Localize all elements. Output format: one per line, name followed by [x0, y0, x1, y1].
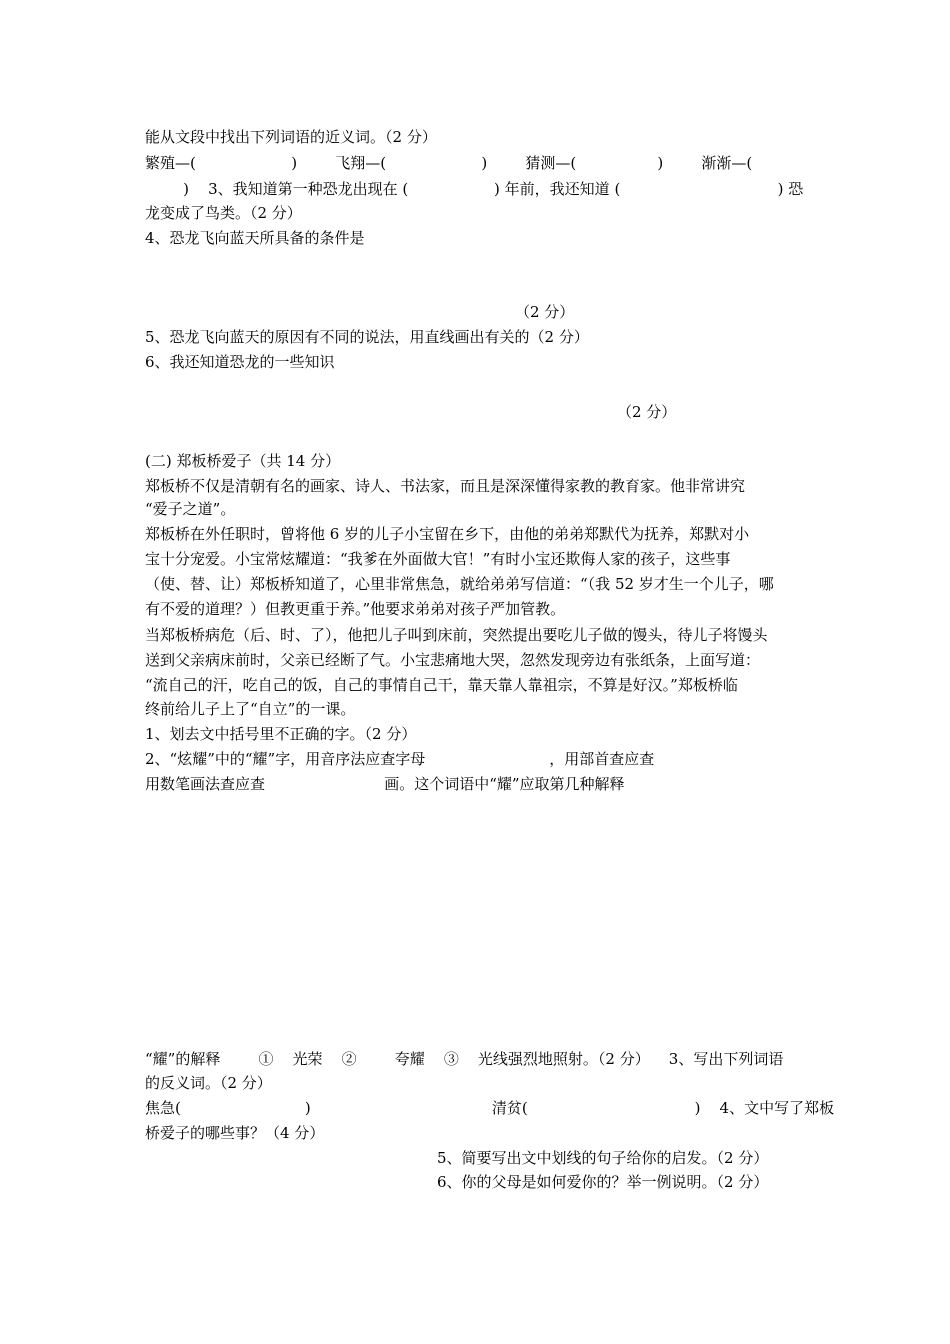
q6-score: （2 分）	[617, 403, 677, 421]
q1-cross-out: 1、划去文中括号里不正确的字。（2 分）	[145, 725, 417, 743]
passage-line: 有不爱的道理？）但教更重于养。”他要求弟弟对孩子严加管教。	[145, 600, 566, 618]
passage-line: “爱子之道”。	[145, 500, 236, 518]
passage-line: 郑板桥在外任职时，曾将他 6 岁的儿子小宝留在乡下，由他的弟弟郑默代为抚养，郑默对小	[145, 525, 750, 543]
q2-lookup: 2、“炫耀”中的“耀”字，用音序法应查字母 ，用部首查应查	[145, 750, 655, 768]
q-synonyms-blanks: 繁殖—( ) 飞翔—( ) 猜测—( ) 渐渐—(	[145, 154, 753, 172]
passage-line: “流自己的汗，吃自己的饭，自己的事情自己干，靠天靠人靠祖宗，不算是好汉。”郑板桥临	[145, 676, 738, 694]
passage-line: （使、替、让）郑板桥知道了，心里非常焦急，就给弟弟写信道：“（我 52 岁才生一个儿子，哪	[145, 575, 774, 593]
q5-insight: 5、简要写出文中划线的句子给你的启发。（2 分）	[437, 1149, 769, 1167]
q3-dinosaur: ) 3、我知道第一种恐龙出现在 ( ) 年前，我还知道 ( ) 恐	[145, 180, 804, 198]
q4-events: 桥爱子的哪些事？（4 分）	[145, 1124, 325, 1142]
passage-line: 送到父亲病床前时，父亲已经断了气。小宝悲痛地大哭，忽然发现旁边有张纸条，上面写道：	[145, 651, 761, 669]
passage-line: 终前给儿子上了“自立”的一课。	[145, 700, 356, 718]
section-title: (二) 郑板桥爱子（共 14 分）	[145, 452, 341, 470]
q2-meanings: “耀”的解释 ① 光荣 ② 夸耀 ③ 光线强烈地照射。（2 分） 3、写出下列词语	[145, 1050, 784, 1068]
q-synonyms-intro: 能从文段中找出下列词语的近义词。（2 分）	[145, 128, 437, 146]
q4-conditions: 4、恐龙飞向蓝天所具备的条件是	[145, 229, 365, 247]
q3-antonyms: 的反义词。（2 分）	[145, 1074, 272, 1092]
passage-line: 宝十分宠爱。小宝常炫耀道：“我爹在外面做大官！”有时小宝还欺侮人家的孩子，这些事	[145, 550, 731, 568]
q6-parents: 6、你的父母是如何爱你的？举一例说明。（2 分）	[437, 1173, 769, 1191]
passage-line: 当郑板桥病危（后、时、了），他把儿子叫到床前，突然提出要吃儿子做的馒头，待儿子将馒头	[145, 626, 768, 644]
q3-dinosaur-cont: 龙变成了鸟类。（2 分）	[145, 204, 302, 222]
q4-score: （2 分）	[515, 303, 575, 321]
q6-knowledge: 6、我还知道恐龙的一些知识	[145, 353, 335, 371]
q3-antonym-blanks: 焦急( ) 清贫( ) 4、文中写了郑板	[145, 1099, 835, 1117]
q2-lookup-cont: 用数笔画法查应查 画。这个词语中“耀”应取第几种解释	[145, 775, 625, 793]
passage-line: 郑板桥不仅是清朝有名的画家、诗人、书法家，而且是深深懂得家教的教育家。他非常讲究	[145, 477, 746, 495]
q5-reasons: 5、恐龙飞向蓝天的原因有不同的说法，用直线画出有关的（2 分）	[145, 328, 589, 346]
